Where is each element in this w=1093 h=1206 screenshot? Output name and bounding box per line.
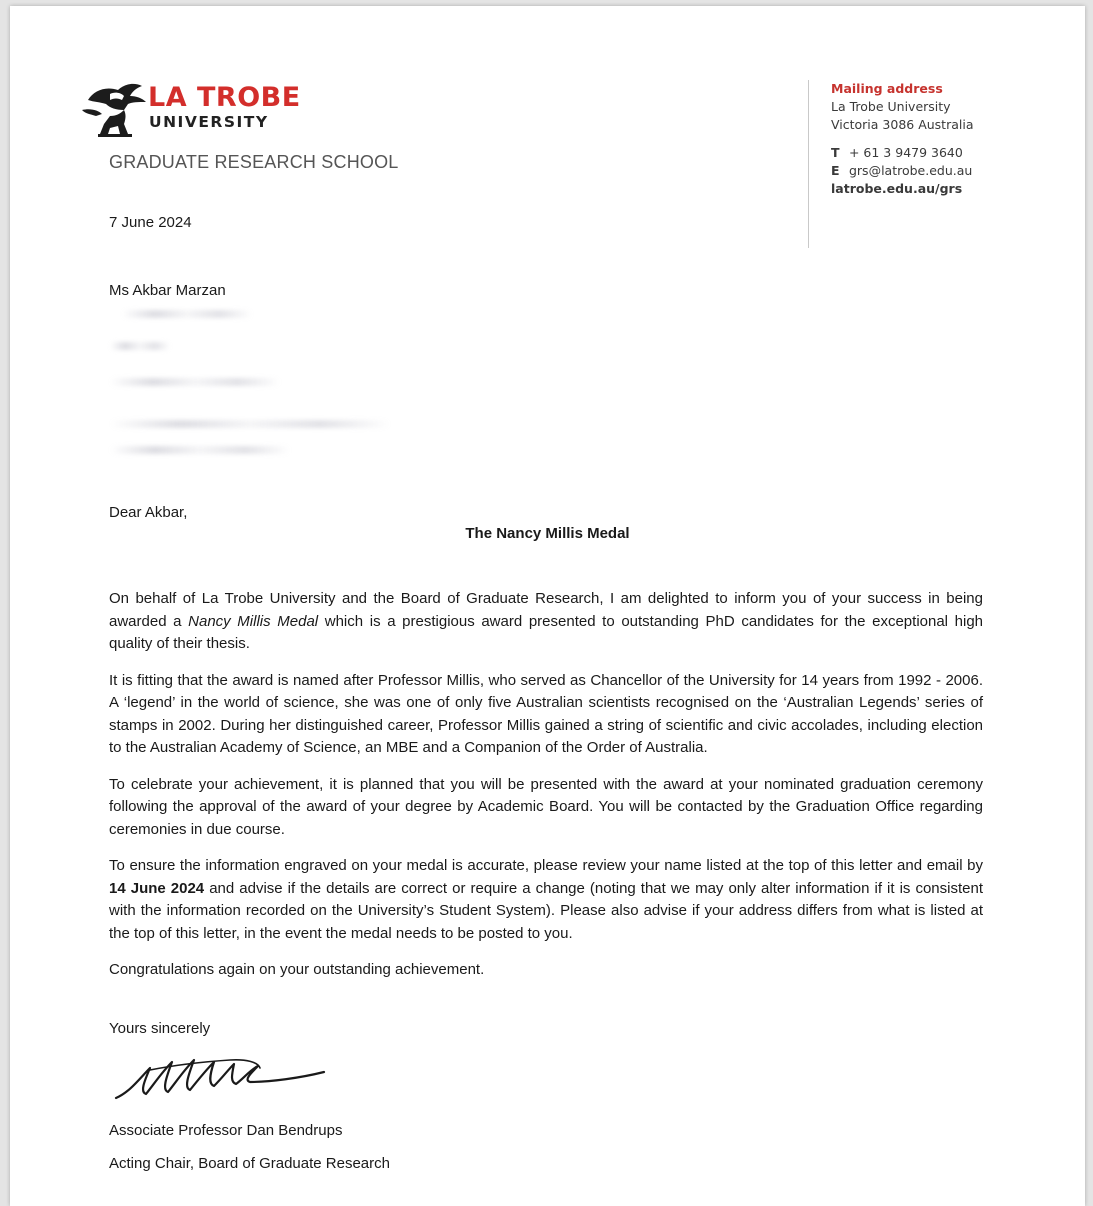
email-address: grs@latrobe.edu.au — [848, 163, 973, 178]
letter-page — [10, 6, 1085, 1206]
paragraph-3: To celebrate your achievement, it is planned that you will be presented with the award at your nominated graduation ceremony following the approval of the award of your degree by Academic Board. You will be contacted by the Graduation Office regarding ceremonies in due course. — [109, 775, 983, 838]
signer-title: Acting Chair, Board of Graduate Research — [109, 1155, 390, 1172]
medal-name-emphasis: Nancy Millis Medal — [188, 612, 319, 630]
mailing-line-2: Victoria 3086 Australia — [831, 117, 974, 132]
brand-name: LA TROBE — [148, 82, 301, 113]
closing: Yours sincerely — [109, 1020, 211, 1037]
email-row — [831, 162, 1071, 180]
phone-row — [831, 144, 1071, 162]
redacted-address-line — [110, 342, 170, 350]
salutation: Dear Akbar, — [109, 504, 188, 521]
redacted-address-line — [110, 446, 290, 454]
mailing-address-block — [808, 80, 974, 248]
letter-subject: The Nancy Millis Medal — [465, 525, 630, 542]
redacted-address-line — [122, 310, 252, 318]
redacted-address-line — [110, 420, 390, 428]
signer-name: Associate Professor Dan Bendrups — [109, 1122, 343, 1139]
redacted-address-line — [110, 378, 280, 386]
paragraph-1-text-b: which is a prestigious award presented to outstanding PhD candidates for the exceptional high quality of their thesis. — [109, 612, 984, 652]
deadline-date: 14 June 2024 — [109, 879, 205, 897]
recipient-name: Ms Akbar Marzan — [109, 282, 226, 299]
mailing-line-1: La Trobe University — [831, 99, 951, 114]
phone-number: + 61 3 9479 3640 — [848, 145, 963, 160]
letter-body — [109, 588, 983, 996]
mailing-heading: Mailing address — [831, 81, 943, 96]
paragraph-4-text-a: To ensure the information engraved on your medal is accurate, please review your name listed at the top of this letter and email by — [109, 857, 983, 874]
paragraph-4 — [109, 855, 983, 945]
paragraph-4-text-b: and advise if the details are correct or require a change (noting that we may only alter information if it is consistent with the information recorded on the University’s Student System). Please also advise if your address differs from what is listed at the top of this letter, in the event the medal needs to be posted to you. — [109, 879, 983, 942]
paragraph-1 — [109, 588, 983, 656]
school-name: GRADUATE RESEARCH SCHOOL — [109, 152, 399, 172]
paragraph-2: It is fitting that the award is named after Professor Millis, who served as Chancellor of the University for 14 years from 1992 - 2006. A ‘legend’ in the world of science, she was one of only five Australian scientists recognised on the ‘Australian Legends’ series of stamps in 2002. During her distinguished career, Professor Millis gained a string of scientific and civic accolades, including election to the Australian Academy of Science, an MBE and a Companion of the Order of Australia. — [109, 671, 983, 756]
website: latrobe.edu.au/grs — [831, 181, 963, 196]
phone-label: T — [831, 145, 840, 160]
brand-subtitle: UNIVERSITY — [149, 113, 269, 131]
email-label: E — [831, 163, 840, 178]
signature — [110, 1048, 330, 1108]
eagle-icon — [80, 80, 150, 140]
paragraph-5: Congratulations again on your outstanding achievement. — [109, 961, 485, 978]
paragraph-1-text-a: On behalf of La Trobe University and the Board of Graduate Research, I am delighted to inform you of your success in being awarded a — [109, 590, 983, 630]
letter-date: 7 June 2024 — [109, 214, 192, 231]
